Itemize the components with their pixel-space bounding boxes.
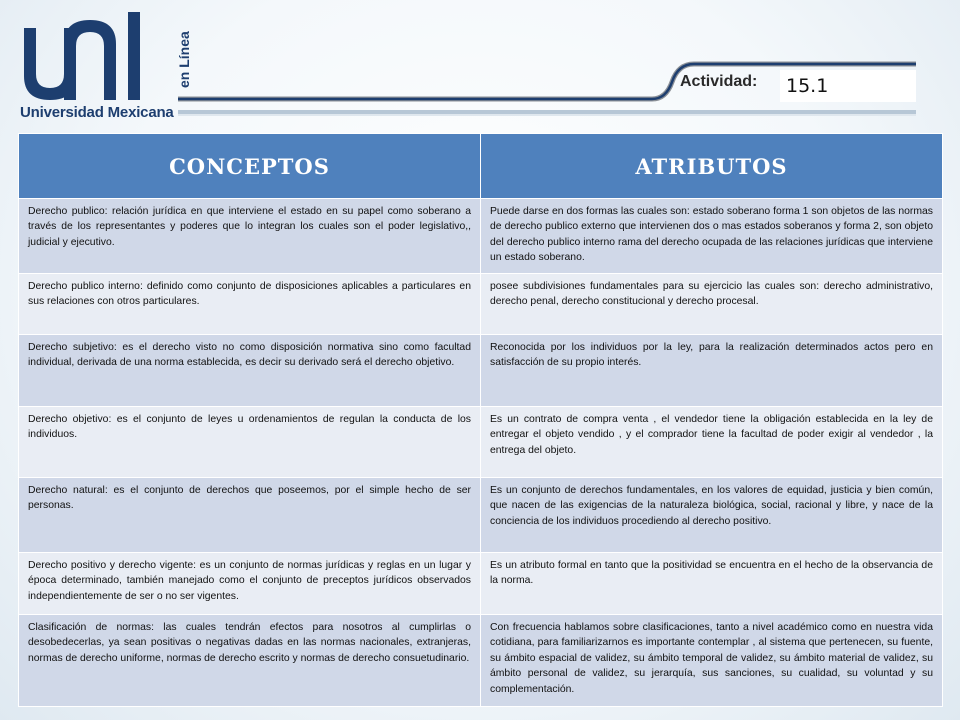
university-logo (20, 8, 192, 123)
table-row (19, 199, 943, 274)
table-row (19, 478, 943, 553)
concept-cell: Derecho positivo y derecho vigente: es un conjunto de normas jurídicas y reglas en un lugar y época determinado, también manejado como el conjunto de preceptos jurídicos observados independientemente de ser o no ser vigentes. (19, 553, 481, 615)
table-row (19, 274, 943, 335)
logo-tagline: en Línea (176, 31, 192, 88)
attribute-cell: posee subdivisiones fundamentales para su ejercicio las cuales son: derecho administrativo, derecho penal, derecho constitucional y derecho procesal. (481, 274, 943, 335)
table-row (19, 553, 943, 615)
attribute-cell: Es un atributo formal en tanto que la positividad se encuentra en el hecho de la observancia de la norma. (481, 553, 943, 615)
logo-university-name: Universidad Mexicana (20, 104, 174, 121)
attribute-cell: Con frecuencia hablamos sobre clasificaciones, tanto a nivel académico como en nuestra vida cotidiana, para familiarizarnos es importante contemplar , al sistema que pertenecen, su fuente, su ámbito espacial de validez, su ámbito temporal de validez, su ámbito material de validez, su ámbito personal de validez, su jerarquía, sus sanciones, su cualidad, su voluntad y su complementación. (481, 615, 943, 707)
um-logo-mark-icon (20, 8, 180, 104)
concept-cell: Derecho publico interno: definido como conjunto de disposiciones aplicables a particulares en sus relaciones con otros particulares. (19, 274, 481, 335)
table-row (19, 407, 943, 478)
table-row (19, 615, 943, 707)
attribute-cell: Puede darse en dos formas las cuales son: estado soberano forma 1 son objetos de las normas de derecho publico externo que intervienen dos o mas estados soberanos y forma 2, son objeto del derecho publico interno rama del derecho ocupada de las relaciones jurídicas que interviene un estado soberano. (481, 199, 943, 274)
attribute-cell: Reconocida por los individuos por la ley, para la realización determinados actos pero en satisfacción de su propio interés. (481, 335, 943, 407)
table-header-row (19, 134, 943, 199)
attribute-cell: Es un contrato de compra venta , el vendedor tiene la obligación establecida en la ley de entregar el objeto vendido , y el comprador tiene la facultad de poder exigir al vendedor , la entrega del objeto. (481, 407, 943, 478)
activity-label: Actividad: (680, 73, 758, 90)
concept-cell: Derecho natural: es el conjunto de derechos que poseemos, por el simple hecho de ser personas. (19, 478, 481, 553)
concept-cell: Clasificación de normas: las cuales tendrán efectos para nosotros al cumplirlas o desobedecerlas, ya sean positivas o negativas dadas en las normas nacionales, extranjeras, normas de derecho uniforme, normas de derecho escrito y normas de derecho consuetudinario. (19, 615, 481, 707)
activity-number: 15.1 (780, 70, 916, 102)
concept-cell: Derecho objetivo: es el conjunto de leyes u ordenamientos de regulan la conducta de los individuos. (19, 407, 481, 478)
concept-cell: Derecho publico: relación jurídica en que interviene el estado en su papel como soberano a través de los representantes y poderes que lo integran los cuales son el poder legislativo,, judicial y ejecutivo. (19, 199, 481, 274)
concepts-attributes-table (18, 133, 943, 707)
table-row (19, 335, 943, 407)
attribute-cell: Es un conjunto de derechos fundamentales, en los valores de equidad, justicia y bien común, que nacen de las exigencias de la naturaleza biológica, social, racional y libre, y nace de la conciencia de los individuos procediendo al derecho positivo. (481, 478, 943, 553)
concept-cell: Derecho subjetivo: es el derecho visto no como disposición normativa sino como facultad individual, derivada de una norma establecida, es decir su derivado será el derecho objetivo. (19, 335, 481, 407)
header-conceptos: CONCEPTOS (19, 134, 481, 199)
header-atributos: ATRIBUTOS (481, 134, 943, 199)
